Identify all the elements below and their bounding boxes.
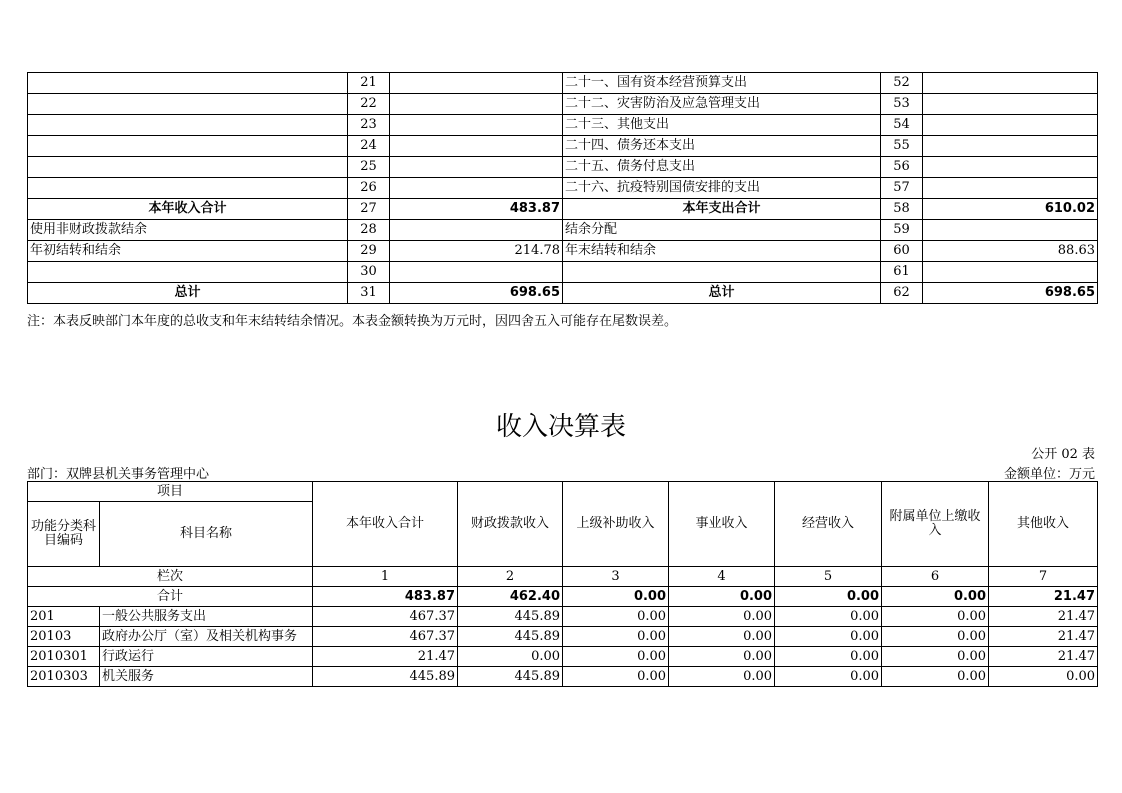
left-item: 总计: [28, 283, 348, 304]
left-item: 年初结转和结余: [28, 241, 348, 262]
left-amount: 214.78: [390, 241, 563, 262]
column-index: 2: [458, 567, 563, 587]
total-value: 21.47: [989, 587, 1098, 607]
subject-name: 机关服务: [100, 667, 313, 687]
table-row: [28, 115, 1098, 136]
header-code: 功能分类科目编码: [28, 502, 100, 567]
header-name: 科目名称: [100, 502, 313, 567]
right-item: 总计: [563, 283, 881, 304]
amount-cell: 0.00: [775, 607, 882, 627]
amount-cell: 0.00: [882, 647, 989, 667]
form-code: 公开 02 表: [1031, 447, 1095, 462]
col-header: 本年收入合计: [313, 482, 458, 567]
col-header: 上级补助收入: [563, 482, 669, 567]
left-item: [28, 94, 348, 115]
amount-cell: 0.00: [563, 627, 669, 647]
left-amount: [390, 136, 563, 157]
amount-cell: 0.00: [882, 627, 989, 647]
right-line-no: 55: [881, 136, 923, 157]
right-amount: [923, 262, 1098, 283]
amount-cell: 0.00: [669, 647, 775, 667]
left-item: [28, 157, 348, 178]
left-line-no: 26: [348, 178, 390, 199]
left-item: [28, 73, 348, 94]
table-row: [28, 241, 1098, 262]
total-row: [28, 587, 1098, 607]
department-label: 部门：双牌县机关事务管理中心: [27, 467, 210, 482]
column-index: 4: [669, 567, 775, 587]
table-row: [28, 73, 1098, 94]
column-index-row: [28, 567, 1098, 587]
amount-cell: 0.00: [989, 667, 1098, 687]
left-line-no: 27: [348, 199, 390, 220]
right-amount: [923, 178, 1098, 199]
right-line-no: 57: [881, 178, 923, 199]
right-amount: [923, 115, 1098, 136]
table-row: [28, 136, 1098, 157]
amount-cell: 445.89: [458, 667, 563, 687]
column-index: 6: [882, 567, 989, 587]
amount-cell: 0.00: [882, 607, 989, 627]
right-amount: 88.63: [923, 241, 1098, 262]
column-index: 3: [563, 567, 669, 587]
amount-cell: 21.47: [989, 627, 1098, 647]
right-item: 本年支出合计: [563, 199, 881, 220]
left-line-no: 30: [348, 262, 390, 283]
amount-cell: 21.47: [989, 647, 1098, 667]
amount-cell: 467.37: [313, 627, 458, 647]
amount-cell: 0.00: [775, 627, 882, 647]
right-item: 二十六、抗疫特别国债安排的支出: [563, 178, 881, 199]
right-line-no: 62: [881, 283, 923, 304]
header-item: 项目: [28, 482, 313, 502]
income-expense-summary-table: [27, 72, 1098, 304]
subject-code: 2010303: [28, 667, 100, 687]
amount-cell: 445.89: [458, 607, 563, 627]
amount-cell: 21.47: [989, 607, 1098, 627]
right-amount: [923, 220, 1098, 241]
total-value: 483.87: [313, 587, 458, 607]
subject-code: 20103: [28, 627, 100, 647]
amount-cell: 0.00: [563, 667, 669, 687]
left-line-no: 25: [348, 157, 390, 178]
amount-cell: 0.00: [775, 647, 882, 667]
left-line-no: 31: [348, 283, 390, 304]
right-item: 二十一、国有资本经营预算支出: [563, 73, 881, 94]
total-value: 0.00: [882, 587, 989, 607]
table-row: [28, 667, 1098, 687]
table-row: [28, 178, 1098, 199]
right-line-no: 53: [881, 94, 923, 115]
right-item: 二十四、债务还本支出: [563, 136, 881, 157]
right-amount: [923, 94, 1098, 115]
left-item: [28, 136, 348, 157]
left-amount: [390, 157, 563, 178]
left-item: [28, 178, 348, 199]
amount-cell: 21.47: [313, 647, 458, 667]
table-row: [28, 157, 1098, 178]
right-line-no: 60: [881, 241, 923, 262]
amount-cell: 0.00: [458, 647, 563, 667]
col-header: 事业收入: [669, 482, 775, 567]
right-line-no: 59: [881, 220, 923, 241]
total-value: 0.00: [775, 587, 882, 607]
column-index: 1: [313, 567, 458, 587]
total-value: 0.00: [563, 587, 669, 607]
left-item: [28, 115, 348, 136]
col-header: 财政拨款收入: [458, 482, 563, 567]
table-row: [28, 627, 1098, 647]
subject-name: 一般公共服务支出: [100, 607, 313, 627]
amount-cell: 0.00: [563, 607, 669, 627]
right-line-no: 56: [881, 157, 923, 178]
amount-cell: 0.00: [669, 667, 775, 687]
income-statement-table: [27, 481, 1098, 687]
left-item: [28, 262, 348, 283]
page-title: 收入决算表: [495, 412, 626, 442]
table-row: [28, 94, 1098, 115]
col-header: 附属单位上缴收入: [882, 482, 989, 567]
left-line-no: 29: [348, 241, 390, 262]
amount-cell: 0.00: [775, 667, 882, 687]
left-amount: 698.65: [390, 283, 563, 304]
left-line-no: 23: [348, 115, 390, 136]
left-line-no: 21: [348, 73, 390, 94]
left-line-no: 22: [348, 94, 390, 115]
amount-cell: 0.00: [563, 647, 669, 667]
left-amount: [390, 73, 563, 94]
total-value: 0.00: [669, 587, 775, 607]
right-amount: [923, 136, 1098, 157]
header-row: [28, 482, 1098, 502]
amount-cell: 0.00: [882, 667, 989, 687]
left-line-no: 28: [348, 220, 390, 241]
table-row: [28, 607, 1098, 627]
right-line-no: 58: [881, 199, 923, 220]
col-header: 其他收入: [989, 482, 1098, 567]
left-item: 使用非财政拨款结余: [28, 220, 348, 241]
left-item: 本年收入合计: [28, 199, 348, 220]
table-row: [28, 199, 1098, 220]
right-line-no: 52: [881, 73, 923, 94]
right-amount: 610.02: [923, 199, 1098, 220]
column-index: 5: [775, 567, 882, 587]
column-index-label: 栏次: [28, 567, 313, 587]
right-amount: [923, 157, 1098, 178]
amount-cell: 467.37: [313, 607, 458, 627]
total-label: 合计: [28, 587, 313, 607]
col-header: 经营收入: [775, 482, 882, 567]
right-item: 结余分配: [563, 220, 881, 241]
subject-name: 政府办公厅（室）及相关机构事务: [100, 627, 313, 647]
right-line-no: 61: [881, 262, 923, 283]
left-amount: [390, 115, 563, 136]
subject-code: 2010301: [28, 647, 100, 667]
table-row: [28, 220, 1098, 241]
table-row: [28, 647, 1098, 667]
right-item: 二十三、其他支出: [563, 115, 881, 136]
amount-cell: 0.00: [669, 607, 775, 627]
total-value: 462.40: [458, 587, 563, 607]
amount-cell: 445.89: [458, 627, 563, 647]
left-amount: 483.87: [390, 199, 563, 220]
right-item: 二十二、灾害防治及应急管理支出: [563, 94, 881, 115]
left-amount: [390, 220, 563, 241]
right-line-no: 54: [881, 115, 923, 136]
left-amount: [390, 94, 563, 115]
subject-code: 201: [28, 607, 100, 627]
right-item: 年末结转和结余: [563, 241, 881, 262]
table-note: 注：本表反映部门本年度的总收支和年末结转结余情况。本表金额转换为万元时，因四舍五入可能存在尾数误差。: [27, 314, 678, 329]
left-amount: [390, 178, 563, 199]
right-item: 二十五、债务付息支出: [563, 157, 881, 178]
right-item: [563, 262, 881, 283]
right-amount: 698.65: [923, 283, 1098, 304]
left-amount: [390, 262, 563, 283]
amount-unit-label: 金额单位：万元: [1003, 467, 1095, 482]
table-row: [28, 283, 1098, 304]
amount-cell: 445.89: [313, 667, 458, 687]
subject-name: 行政运行: [100, 647, 313, 667]
right-amount: [923, 73, 1098, 94]
column-index: 7: [989, 567, 1098, 587]
amount-cell: 0.00: [669, 627, 775, 647]
table-row: [28, 262, 1098, 283]
left-line-no: 24: [348, 136, 390, 157]
